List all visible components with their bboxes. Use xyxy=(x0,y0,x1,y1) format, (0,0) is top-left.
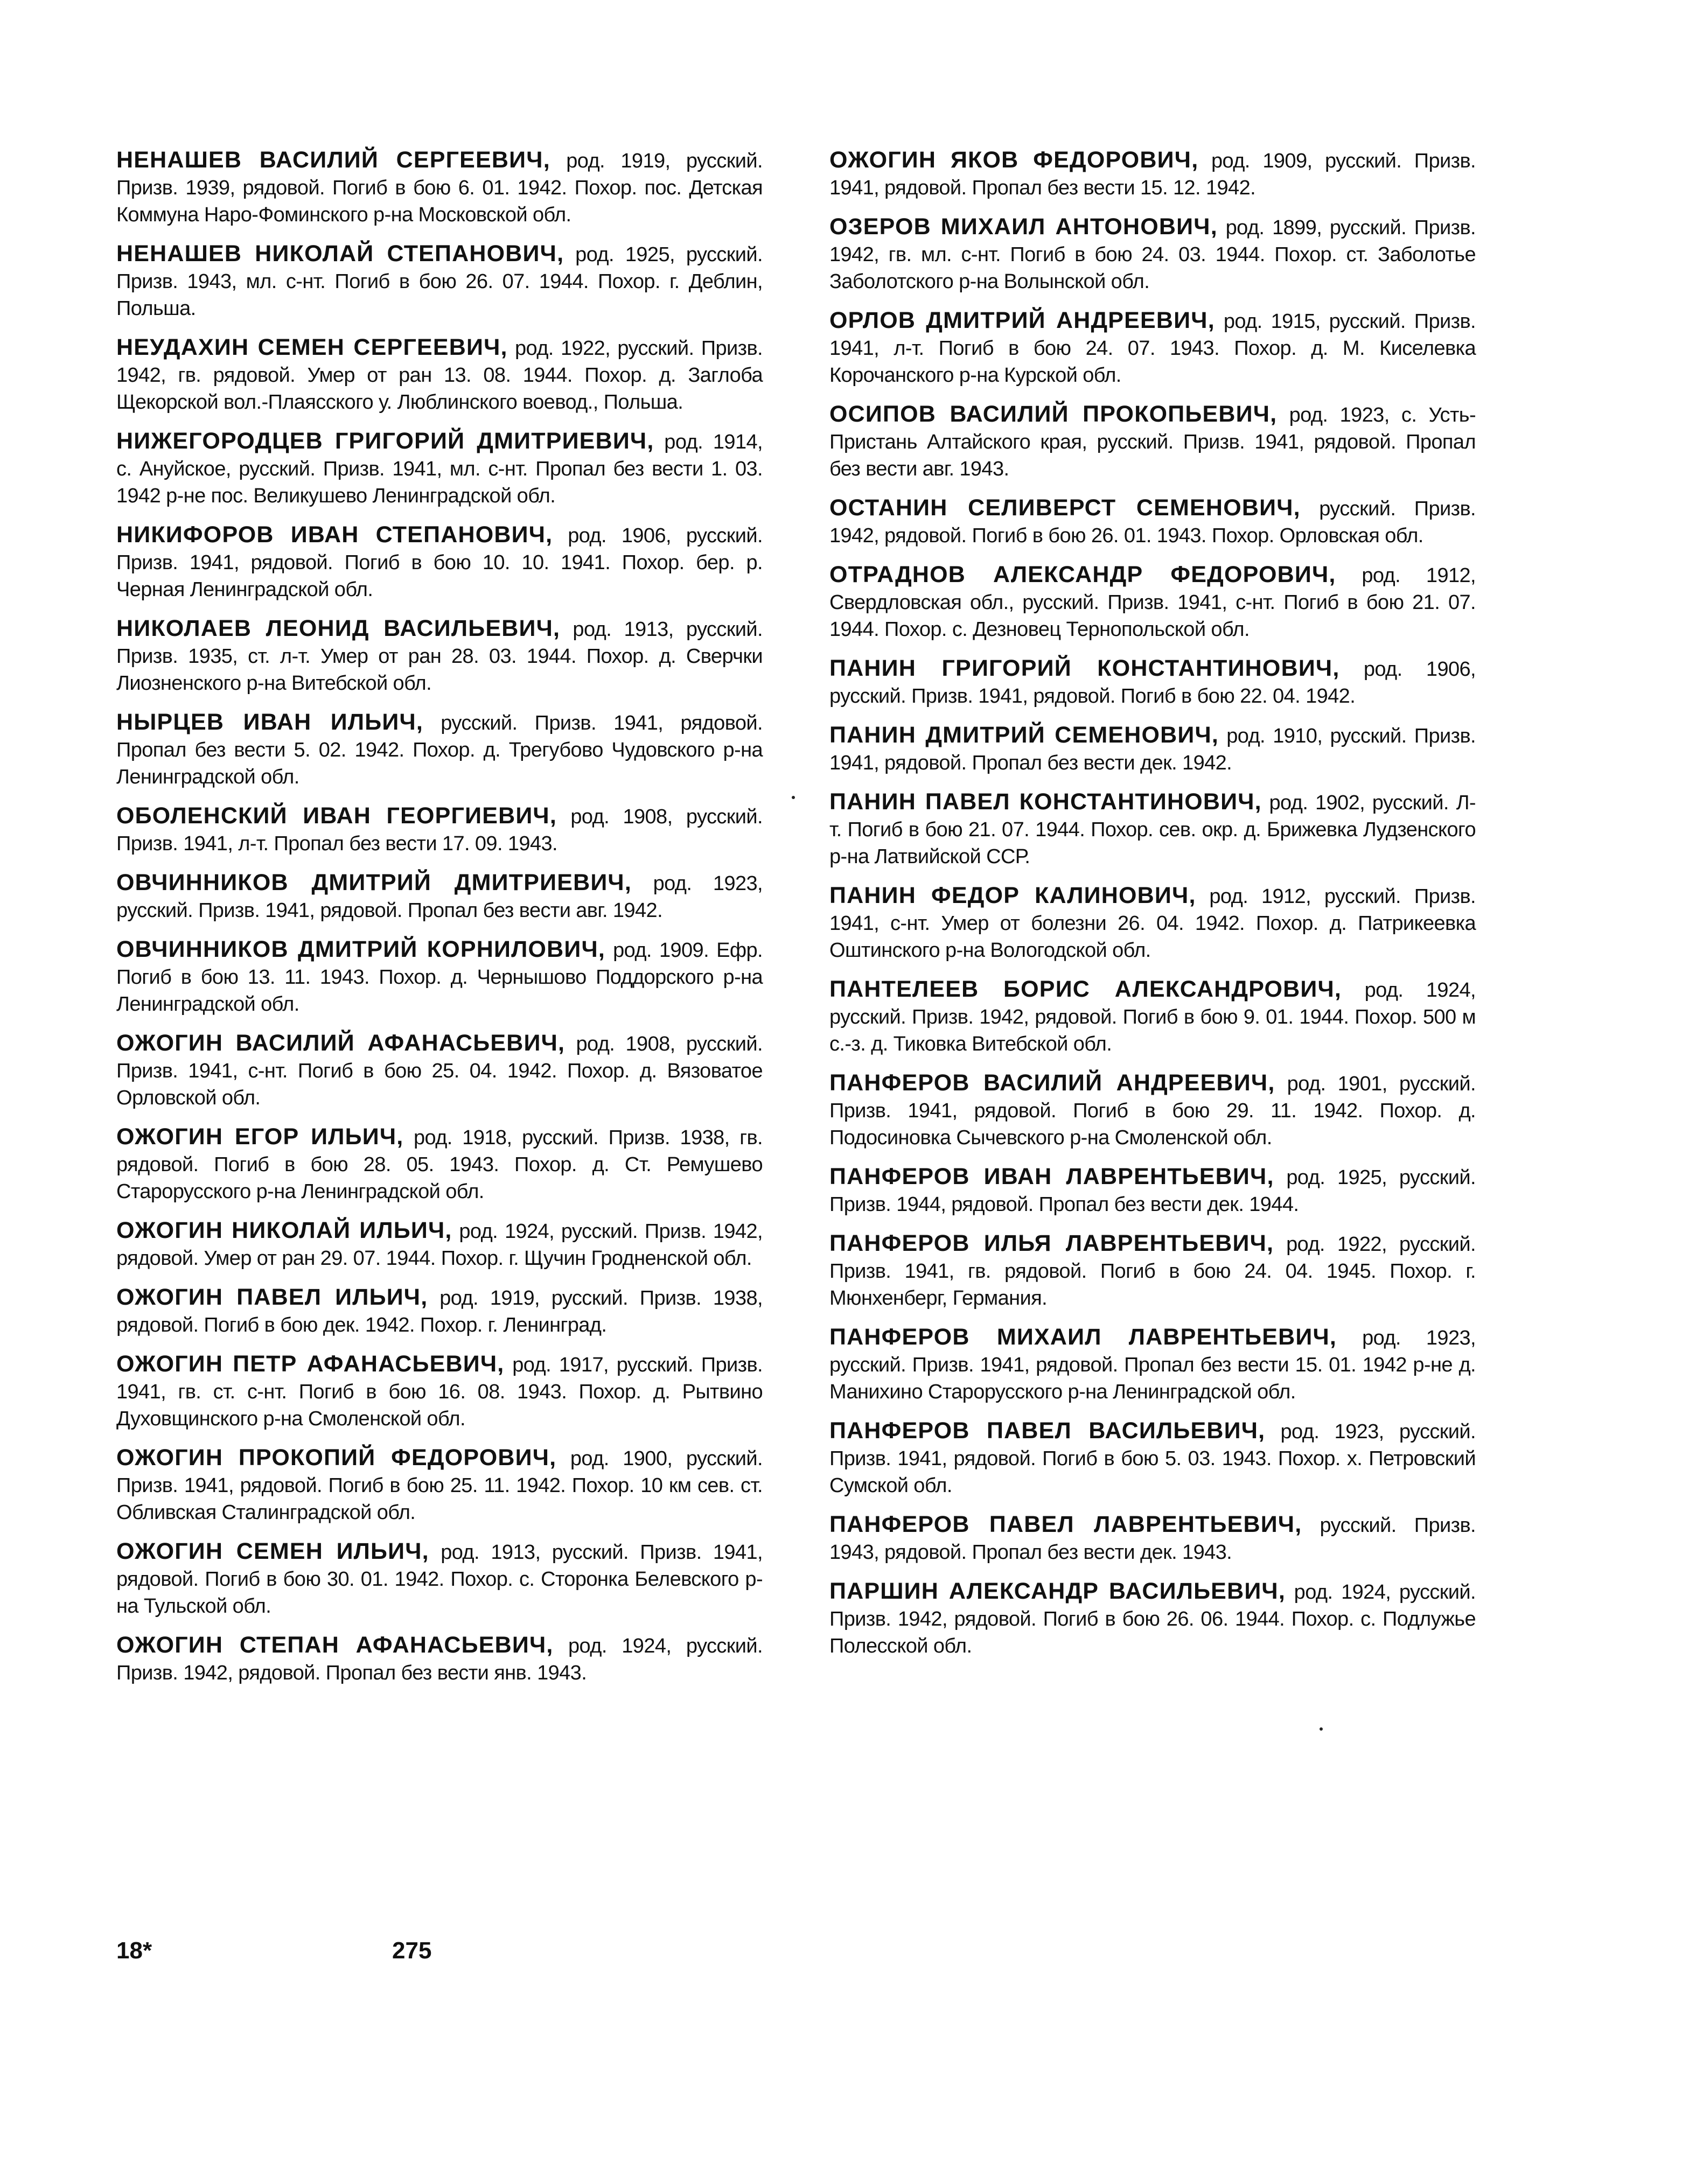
entry xyxy=(116,936,763,1018)
entry-name: НИКОЛАЕВ ЛЕОНИД ВАСИЛЬЕВИЧ, xyxy=(116,615,561,641)
entry-text: род. 1919, русский. Призв. 1938, рядовой. Погиб в бою дек. 1942. Похор. г. Ленинград. xyxy=(116,1287,763,1336)
entry-name: НЕНАШЕВ НИКОЛАЙ СТЕПАНОВИЧ, xyxy=(116,241,564,267)
signature-mark: 18* xyxy=(116,1937,152,1964)
entry xyxy=(829,722,1476,776)
entry xyxy=(116,1350,763,1432)
entry-name: ОЖОГИН ЯКОВ ФЕДОРОВИЧ, xyxy=(829,147,1199,173)
entry-name: ПАНФЕРОВ ИЛЬЯ ЛАВРЕНТЬЕВИЧ, xyxy=(829,1230,1274,1256)
entry-name: ПАНФЕРОВ ПАВЕЛ ЛАВРЕНТЬЕВИЧ, xyxy=(829,1511,1302,1537)
entry-text: род. 1924, русский. Призв. 1942, рядовой. Умер от ран 29. 07. 1944. Похор. г. Щучин Гродненской обл. xyxy=(116,1220,763,1270)
entry xyxy=(829,882,1476,964)
entry xyxy=(116,1217,763,1272)
entry-name: ПАНИН ГРИГОРИЙ КОНСТАНТИНОВИЧ, xyxy=(829,655,1340,681)
entry-name: ПАНФЕРОВ МИХАИЛ ЛАВРЕНТЬЕВИЧ, xyxy=(829,1324,1337,1350)
entry-text: род. 1923, русский. Призв. 1941, рядовой. Погиб в бою 5. 03. 1943. Похор. х. Петровский Сумской обл. xyxy=(829,1420,1476,1497)
entry xyxy=(116,428,763,509)
entry-text: род. 1912, Свердловская обл., русский. Призв. 1941, с-нт. Погиб в бою 21. 07. 1944. Похор. с. Дезновец Тернопольской обл. xyxy=(829,564,1476,641)
entry xyxy=(829,655,1476,710)
entry xyxy=(829,561,1476,643)
entry-text: род. 1925, русский. Призв. 1943, мл. с-нт. Погиб в бою 26. 07. 1944. Похор. г. Деблин, Польша. xyxy=(116,243,763,320)
entry-text: род. 1908, русский. Призв. 1941, л-т. Пропал без вести 17. 09. 1943. xyxy=(116,806,763,855)
entry-text: род. 1906, русский. Призв. 1941, рядовой. Погиб в бою 22. 04. 1942. xyxy=(829,658,1476,708)
entry xyxy=(829,1163,1476,1218)
entry-text: род. 1922, русский. Призв. 1942, гв. рядовой. Умер от ран 13. 08. 1944. Похор. д. Заглоба Щекорской вол.-Плаясского у. Люблинского воевод., Польша. xyxy=(116,337,763,414)
entry-name: ПАРШИН АЛЕКСАНДР ВАСИЛЬЕВИЧ, xyxy=(829,1578,1286,1604)
entry xyxy=(829,1578,1476,1660)
entry-text: род. 1923, русский. Призв. 1941, рядовой. Пропал без вести 15. 01. 1942 р-не д. Манихино Старорусского р-на Ленинградской обл. xyxy=(829,1327,1476,1403)
entry-text: род. 1913, русский. Призв. 1935, ст. л-т. Умер от ран 28. 03. 1944. Похор. д. Сверчки Лиозненского р-на Витебской обл. xyxy=(116,618,763,695)
entry-name: ОСТАНИН СЕЛИВЕРСТ СЕМЕНОВИЧ, xyxy=(829,495,1301,521)
entry-name: ОЖОГИН ПЕТР АФАНАСЬЕВИЧ, xyxy=(116,1351,505,1377)
entry-name: ОЖОГИН ВАСИЛИЙ АФАНАСЬЕВИЧ, xyxy=(116,1030,566,1056)
entry-name: ПАНИН ФЕДОР КАЛИНОВИЧ, xyxy=(829,883,1196,908)
entry xyxy=(829,146,1476,201)
entry-text: род. 1915, русский. Призв. 1941, л-т. Погиб в бою 24. 07. 1943. Похор. д. М. Киселевка Корочанского р-на Курской обл. xyxy=(829,310,1476,387)
entry xyxy=(116,1444,763,1526)
print-speck xyxy=(1320,1727,1323,1731)
entry-text: род. 1922, русский. Призв. 1941, гв. рядовой. Погиб в бою 24. 04. 1945. Похор. г. Мюнхенберг, Германия. xyxy=(829,1233,1476,1310)
entry xyxy=(829,307,1476,389)
entry-name: ПАНИН ДМИТРИЙ СЕМЕНОВИЧ, xyxy=(829,722,1219,748)
entry-text: род. 1901, русский. Призв. 1941, рядовой. Погиб в бою 29. 11. 1942. Похор. д. Подосиновка Сычевского р-на Смоленской обл. xyxy=(829,1073,1476,1149)
entry xyxy=(116,1030,763,1111)
entry-name: ПАНФЕРОВ ПАВЕЛ ВАСИЛЬЕВИЧ, xyxy=(829,1418,1266,1444)
left-column xyxy=(116,146,763,1698)
entry-name: ОЖОГИН НИКОЛАЙ ИЛЬИЧ, xyxy=(116,1217,452,1243)
entry-name: ОСИПОВ ВАСИЛИЙ ПРОКОПЬЕВИЧ, xyxy=(829,401,1278,427)
entry xyxy=(829,1069,1476,1151)
entry xyxy=(116,1538,763,1620)
entry-text: род. 1899, русский. Призв. 1942, гв. мл. с-нт. Погиб в бою 24. 03. 1944. Похор. ст. Заболотье Заболотского р-на Волынской обл. xyxy=(829,216,1476,293)
entry xyxy=(829,788,1476,870)
entry-name: ОБОЛЕНСКИЙ ИВАН ГЕОРГИЕВИЧ, xyxy=(116,803,557,829)
entry-text: род. 1910, русский. Призв. 1941, рядовой. Пропал без вести дек. 1942. xyxy=(829,725,1476,774)
entry-text: род. 1919, русский. Призв. 1939, рядовой. Погиб в бою 6. 01. 1942. Похор. пос. Детская Коммуна Наро-Фоминского р-на Московской обл. xyxy=(116,150,763,226)
entry-text: русский. Призв. 1943, рядовой. Пропал без вести дек. 1943. xyxy=(829,1514,1476,1564)
entry-name: ПАНТЕЛЕЕВ БОРИС АЛЕКСАНДРОВИЧ, xyxy=(829,976,1342,1002)
entry-text: род. 1917, русский. Призв. 1941, гв. ст. с-нт. Погиб в бою 16. 08. 1943. Похор. д. Рытвино Духовщинского р-на Смоленской обл. xyxy=(116,1354,763,1430)
entry-name: НИКИФОРОВ ИВАН СТЕПАНОВИЧ, xyxy=(116,522,553,548)
entry-text: род. 1924, русский. Призв. 1942, рядовой. Погиб в бою 26. 06. 1944. Похор. с. Подлужье Полесской обл. xyxy=(829,1581,1476,1657)
entry-text: род. 1912, русский. Призв. 1941, с-нт. Умер от болезни 26. 04. 1942. Похор. д. Патрикеевка Оштинского р-на Вологодской обл. xyxy=(829,885,1476,962)
page-number: 275 xyxy=(392,1937,432,1964)
entry xyxy=(829,976,1476,1058)
entry-text: род. 1918, русский. Призв. 1938, гв. рядовой. Погиб в бою 28. 05. 1943. Похор. д. Ст. Ремушево Старорусского р-на Ленинградской обл. xyxy=(116,1126,763,1203)
entry xyxy=(116,869,763,924)
entry-name: ПАНФЕРОВ ИВАН ЛАВРЕНТЬЕВИЧ, xyxy=(829,1164,1274,1189)
entry xyxy=(116,1123,763,1205)
entry-name: ПАНИН ПАВЕЛ КОНСТАНТИНОВИЧ, xyxy=(829,789,1262,815)
entry-name: ОЖОГИН ЕГОР ИЛЬИЧ, xyxy=(116,1124,404,1150)
entry-name: ОЖОГИН СТЕПАН АФАНАСЬЕВИЧ, xyxy=(116,1632,554,1658)
entry-name: НЕУДАХИН СЕМЕН СЕРГЕЕВИЧ, xyxy=(116,334,508,360)
entry xyxy=(829,401,1476,482)
right-column xyxy=(829,146,1476,1671)
entry xyxy=(116,146,763,228)
entry xyxy=(116,1284,763,1339)
entry-text: русский. Призв. 1941, рядовой. Пропал без вести 5. 02. 1942. Похор. д. Трегубово Чудовского р-на Ленинградской обл. xyxy=(116,712,763,788)
entry-name: НИЖЕГОРОДЦЕВ ГРИГОРИЙ ДМИТРИЕВИЧ, xyxy=(116,428,654,454)
entry xyxy=(829,1511,1476,1566)
entry xyxy=(116,240,763,322)
entry xyxy=(116,802,763,857)
entry xyxy=(116,334,763,416)
entry-name: НЕНАШЕВ ВАСИЛИЙ СЕРГЕЕВИЧ, xyxy=(116,147,550,173)
entry-text: род. 1914, с. Ануйское, русский. Призв. 1941, мл. с-нт. Пропал без вести 1. 03. 1942 р-не пос. Великушево Ленинградской обл. xyxy=(116,431,763,507)
entry xyxy=(829,1417,1476,1499)
entry-text: род. 1909, русский. Призв. 1941, рядовой. Пропал без вести 15. 12. 1942. xyxy=(829,150,1476,199)
entry-name: ОЖОГИН СЕМЕН ИЛЬИЧ, xyxy=(116,1538,429,1564)
entry-text: род. 1909. Ефр. Погиб в бою 13. 11. 1943. Похор. д. Чернышово Поддорского р-на Ленинградской обл. xyxy=(116,939,763,1016)
entry xyxy=(829,213,1476,295)
entry-text: род. 1924, русский. Призв. 1942, рядовой. Пропал без вести янв. 1943. xyxy=(116,1635,763,1684)
entry xyxy=(116,709,763,790)
entry-name: ОЖОГИН ПАВЕЛ ИЛЬИЧ, xyxy=(116,1284,428,1310)
entry-name: ОЖОГИН ПРОКОПИЙ ФЕДОРОВИЧ, xyxy=(116,1445,557,1471)
entry-name: ОРЛОВ ДМИТРИЙ АНДРЕЕВИЧ, xyxy=(829,307,1215,333)
entry xyxy=(116,1632,763,1686)
entry xyxy=(829,1230,1476,1312)
entry-text: род. 1900, русский. Призв. 1941, рядовой. Погиб в бою 25. 11. 1942. Похор. 10 км сев. ст. Обливская Сталинградской обл. xyxy=(116,1447,763,1524)
entry-text: русский. Призв. 1942, рядовой. Погиб в бою 26. 01. 1943. Похор. Орловская обл. xyxy=(829,498,1476,547)
entry-name: ОВЧИННИКОВ ДМИТРИЙ КОРНИЛОВИЧ, xyxy=(116,936,606,962)
entry-text: род. 1908, русский. Призв. 1941, с-нт. Погиб в бою 25. 04. 1942. Похор. д. Вязоватое Орловской обл. xyxy=(116,1033,763,1109)
entry xyxy=(116,615,763,697)
entry-name: ОЗЕРОВ МИХАИЛ АНТОНОВИЧ, xyxy=(829,214,1218,240)
entry-text: род. 1902, русский. Л-т. Погиб в бою 21. 07. 1944. Похор. сев. окр. д. Брижевка Лудзенского р-на Латвийской ССР. xyxy=(829,792,1476,868)
entry-text: род. 1924, русский. Призв. 1942, рядовой. Погиб в бою 9. 01. 1944. Похор. 500 м с.-з. д. Тиковка Витебской обл. xyxy=(829,979,1476,1055)
entry-name: ОВЧИННИКОВ ДМИТРИЙ ДМИТРИЕВИЧ, xyxy=(116,870,632,895)
entry-name: ПАНФЕРОВ ВАСИЛИЙ АНДРЕЕВИЧ, xyxy=(829,1070,1275,1096)
entry-text: род. 1925, русский. Призв. 1944, рядовой. Пропал без вести дек. 1944. xyxy=(829,1166,1476,1216)
entry-name: НЫРЦЕВ ИВАН ИЛЬИЧ, xyxy=(116,709,424,735)
entry xyxy=(829,1324,1476,1405)
entry-text: род. 1923, русский. Призв. 1941, рядовой. Пропал без вести авг. 1942. xyxy=(116,872,763,922)
entry-text: род. 1906, русский. Призв. 1941, рядовой. Погиб в бою 10. 10. 1941. Похор. бер. р. Черная Ленинградской обл. xyxy=(116,524,763,601)
entry-name: ОТРАДНОВ АЛЕКСАНДР ФЕДОРОВИЧ, xyxy=(829,562,1336,587)
entry xyxy=(829,494,1476,549)
entry-text: род. 1923, с. Усть-Пристань Алтайского края, русский. Призв. 1941, рядовой. Пропал без вести авг. 1943. xyxy=(829,404,1476,480)
print-speck xyxy=(792,796,795,799)
entry xyxy=(116,521,763,603)
entry-text: род. 1913, русский. Призв. 1941, рядовой. Погиб в бою 30. 01. 1942. Похор. с. Сторонка Белевского р-на Тульской обл. xyxy=(116,1541,763,1618)
